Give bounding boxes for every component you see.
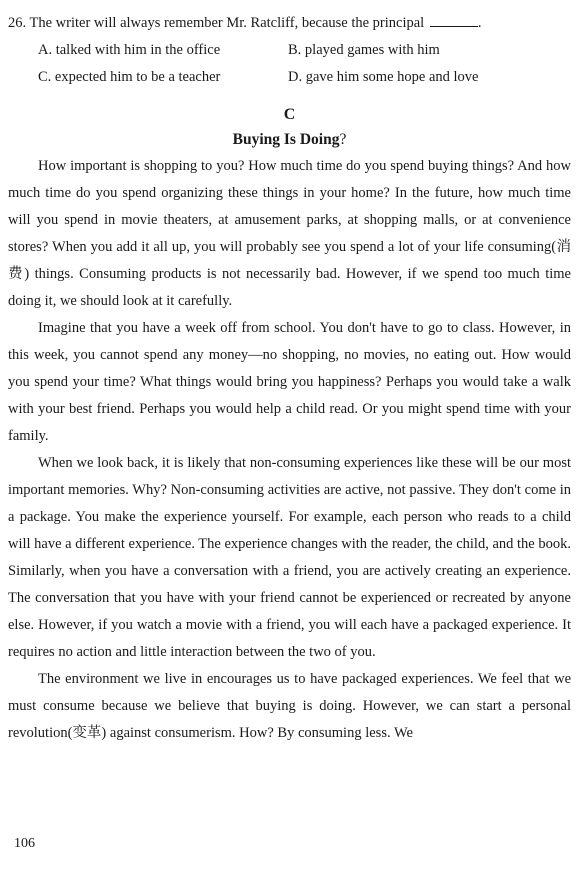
paragraph-1: How important is shopping to you? How much time do you spend buying things? And how much time do you spend organizing these things in your home? In the future, how much time will you spend in movie theaters, at amusement parks, at shopping malls, or at convenience stores? When you add it all up, you will probably see you spend a lot of your life consuming(消费) things. Consuming products is not necessarily bad. However, if we spend too much time doing it, we should look at it carefully. — [8, 158, 571, 309]
answer-blank — [430, 12, 478, 27]
article-title-mark: ? — [339, 131, 347, 148]
options-row-1 — [8, 37, 571, 64]
options-row-2 — [8, 64, 571, 91]
section-letter: C — [283, 106, 296, 123]
article-title-text: Buying Is Doing — [232, 131, 340, 148]
question-end-mark: . — [477, 15, 482, 31]
paragraph-2: Imagine that you have a week off from school. You don't have to go to class. However, in this week, you cannot spend any money—no shopping, no movies, no eating out. How would you spend your time? What things would bring you happiness? Perhaps you would take a walk with your best friend. Perhaps you would help a child read. Or you might spend time with your family. — [8, 320, 571, 444]
option-d: D. gave him some hope and love — [288, 69, 479, 85]
page-number: 106 — [14, 836, 35, 851]
option-c: C. expected him to be a teacher — [38, 69, 221, 85]
option-b: B. played games with him — [288, 42, 440, 58]
question-stem — [8, 10, 571, 37]
paragraph-3: When we look back, it is likely that non-consuming experiences like these will be our most important memories. Why? Non-consuming activities are active, not passive. They don't come in a package. You make the experience yourself. For example, each person who reads to a child will have a different experience. The experience changes with the reader, the child, and the book. Similarly, when you have a conversation with a friend, you are actively creating an experience. The conversation that you have with your friend cannot be experienced or recreated by anyone else. However, if you watch a movie with a friend, you will each have a packaged experience. It requires no action and little interaction between the two of you. — [8, 455, 571, 660]
article-title — [8, 127, 571, 153]
option-a: A. talked with him in the office — [38, 42, 221, 58]
question-26 — [8, 10, 571, 91]
question-stem-text: 26. The writer will always remember Mr. Ratcliff, because the principal — [8, 15, 425, 31]
paragraph-4: The environment we live in encourages us to have packaged experiences. We feel that we must consume because we believe that buying is doing. However, we can start a personal revolution(变革) against consumerism. How? By consuming less. We — [8, 671, 571, 741]
